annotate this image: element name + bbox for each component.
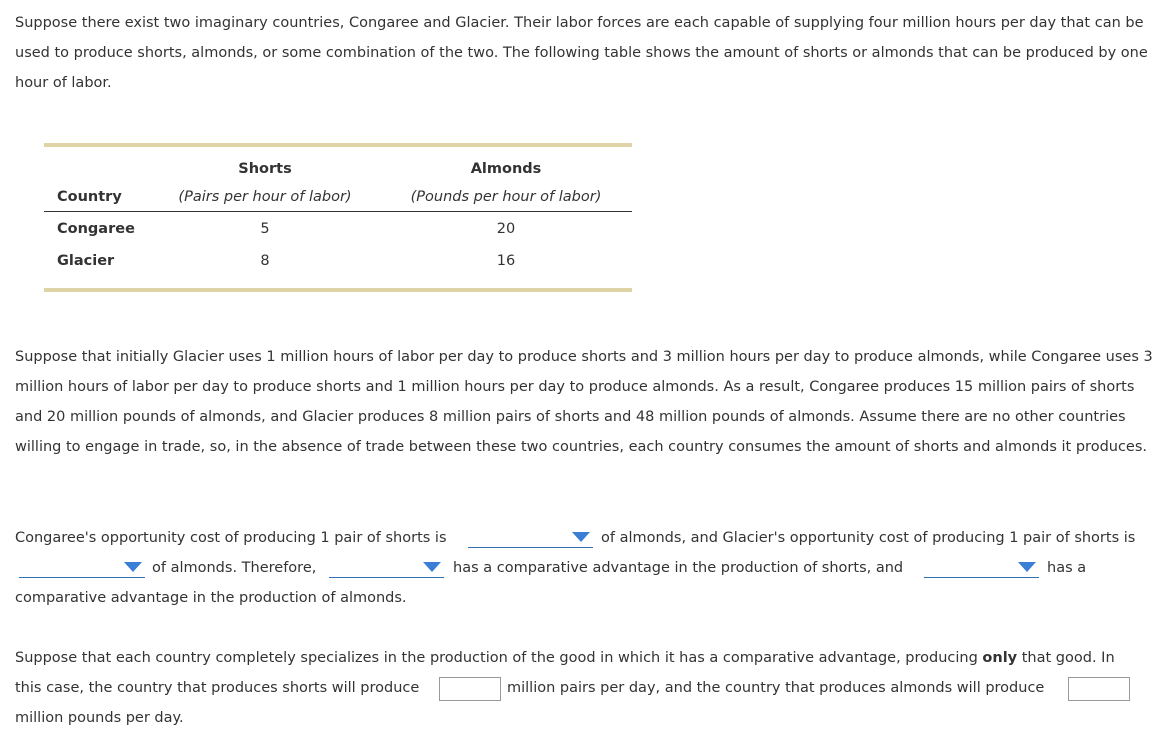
table-row xyxy=(44,245,632,278)
question-text-5: has a xyxy=(1047,560,1087,576)
header-almonds-unit: (Pounds per hour of labor) xyxy=(410,189,602,205)
question-text-1: Congaree's opportunity cost of producing 1 pair of shorts is xyxy=(15,530,447,546)
row-shorts-value: 8 xyxy=(260,253,270,269)
specialize-text-2: this case, the country that produces shorts will produce xyxy=(15,680,420,696)
dropdown-arrow-icon xyxy=(572,532,590,542)
scenario-paragraph: Suppose that initially Glacier uses 1 million hours of labor per day to produce shorts and 3 million hours per day to produce almonds, while Congaree uses 3 million hours of labor per day to produce shorts and 1 million hours per day to produce almonds. As a result, Congaree produces 15 million pairs of shorts and 20 million pounds of almonds, and Glacier produces 8 million pairs of shorts and 48 million pounds of almonds. Assume there are no other countries willing to engage in trade, so, in the absence of trade between these two countries, each country consumes the amount of shorts and almonds it produces. xyxy=(15,349,1153,455)
shorts-advantage-country-dropdown[interactable] xyxy=(329,558,444,578)
question-text-2: of almonds, and Glacier's opportunity cost of producing 1 pair of shorts is xyxy=(601,530,1136,546)
question-text-3: of almonds. Therefore, xyxy=(152,560,317,576)
labor-productivity-table xyxy=(44,143,632,292)
question-text-4: has a comparative advantage in the production of shorts, and xyxy=(453,560,904,576)
specialize-text-3: million pairs per day, and the country that produces almonds will produce xyxy=(507,680,1045,696)
specialize-text-4: million pounds per day. xyxy=(15,710,184,726)
dropdown-arrow-icon xyxy=(1018,562,1036,572)
header-country: Country xyxy=(57,189,122,205)
specialize-bold-only: only xyxy=(982,650,1018,666)
header-shorts-unit: (Pairs per hour of labor) xyxy=(178,189,352,205)
intro-paragraph: Suppose there exist two imaginary countries, Congaree and Glacier. Their labor forces are each capable of supplying four million hours per day that can be used to produce shorts, almonds, or some combination of the two. The following table shows the amount of shorts or almonds that can be produced by one hour of labor. xyxy=(15,15,1148,91)
row-shorts-value: 5 xyxy=(260,221,270,237)
header-shorts: Shorts xyxy=(238,161,292,177)
row-almonds-value: 20 xyxy=(496,221,516,237)
congaree-opportunity-cost-dropdown[interactable] xyxy=(468,528,593,548)
glacier-opportunity-cost-dropdown[interactable] xyxy=(19,558,145,578)
table-bottom-border xyxy=(44,288,632,292)
almonds-advantage-country-dropdown[interactable] xyxy=(924,558,1039,578)
header-almonds: Almonds xyxy=(470,161,542,177)
row-country: Glacier xyxy=(57,253,115,269)
dropdown-arrow-icon xyxy=(423,562,441,572)
almonds-production-input[interactable] xyxy=(1068,677,1130,701)
question-text-6: comparative advantage in the production of almonds. xyxy=(15,590,407,606)
row-country: Congaree xyxy=(57,221,135,237)
specialize-text-1: Suppose that each country completely specializes in the production of the good in which it has a comparative advantage, producing only that good. In xyxy=(15,650,1115,666)
dropdown-arrow-icon xyxy=(124,562,142,572)
row-almonds-value: 16 xyxy=(496,253,516,269)
table-header xyxy=(44,147,632,211)
shorts-production-input[interactable] xyxy=(439,677,501,701)
table-row xyxy=(44,212,632,245)
